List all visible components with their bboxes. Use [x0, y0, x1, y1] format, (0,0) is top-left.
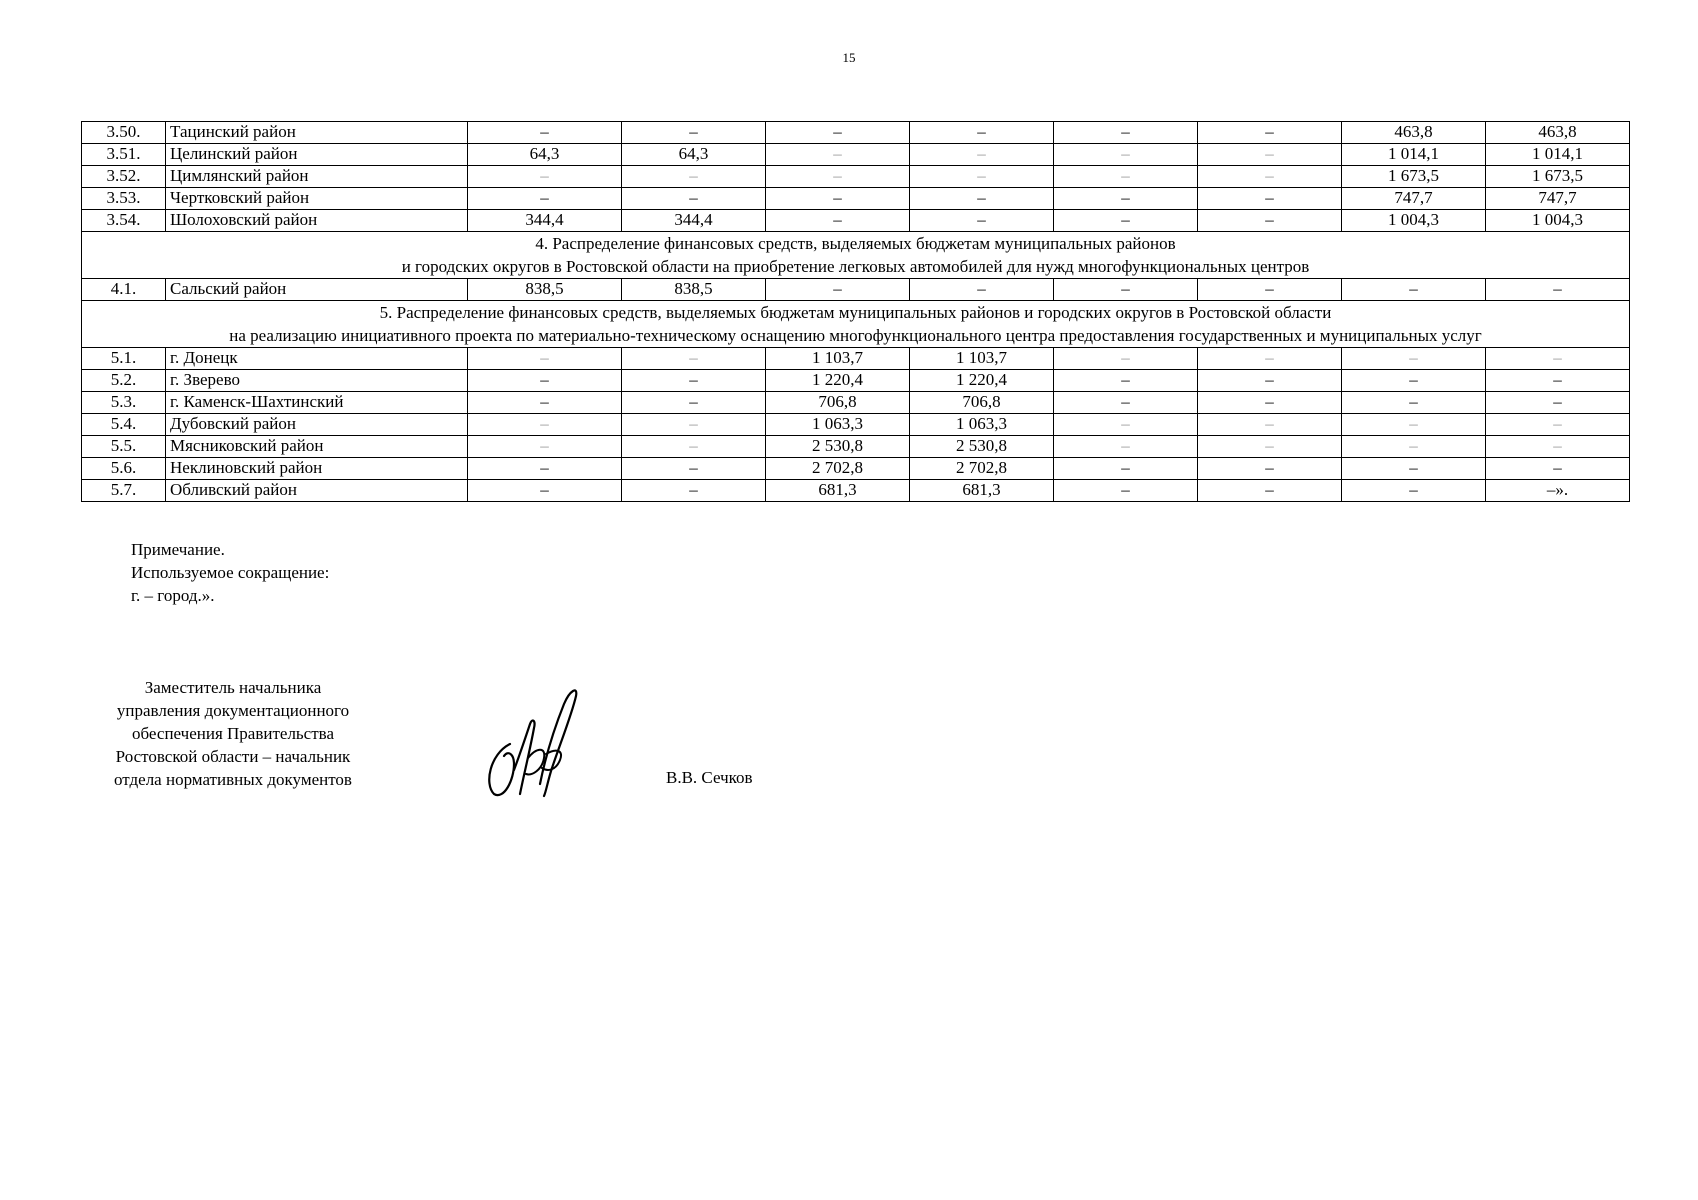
- amount-cell: –: [1342, 392, 1486, 414]
- amount-cell: 838,5: [468, 279, 622, 301]
- table-part-5: [82, 348, 1630, 502]
- row-number: 5.2.: [82, 370, 166, 392]
- row-number: 3.51.: [82, 144, 166, 166]
- amount-cell: –: [1054, 414, 1198, 436]
- amount-cell: –: [1054, 370, 1198, 392]
- amount-cell: –: [1198, 144, 1342, 166]
- table-row: [82, 348, 1630, 370]
- handwritten-signature: [480, 684, 590, 800]
- amount-cell: –: [1198, 414, 1342, 436]
- amount-cell: –: [622, 188, 766, 210]
- section-4-title-line-2: и городских округов в Ростовской области на приобретение легковых автомобилей для нужд многофункциональных центров: [401, 257, 1310, 276]
- municipality-name: Целинский район: [166, 144, 468, 166]
- amount-cell: –: [468, 392, 622, 414]
- row-number: 5.1.: [82, 348, 166, 370]
- signatory-position-line: управления документационного: [116, 701, 350, 720]
- amount-cell: –: [622, 458, 766, 480]
- amount-cell: –: [622, 414, 766, 436]
- amount-cell: –: [468, 188, 622, 210]
- amount-cell: –: [766, 144, 910, 166]
- table-row: [82, 188, 1630, 210]
- amount-cell: –».: [1486, 480, 1630, 502]
- amount-cell: –: [1342, 480, 1486, 502]
- amount-cell: –: [1054, 392, 1198, 414]
- amount-cell: 64,3: [622, 144, 766, 166]
- amount-cell: 747,7: [1342, 188, 1486, 210]
- municipality-name: Чертковский район: [166, 188, 468, 210]
- section-4-title-line-1: 4. Распределение финансовых средств, выделяемых бюджетам муниципальных районов: [535, 234, 1176, 253]
- financial-distribution-table: [81, 121, 1630, 502]
- amount-cell: –: [1198, 458, 1342, 480]
- amount-cell: –: [910, 210, 1054, 232]
- amount-cell: 1 004,3: [1486, 210, 1630, 232]
- amount-cell: –: [1054, 144, 1198, 166]
- amount-cell: 681,3: [910, 480, 1054, 502]
- table-section-5-header: [82, 301, 1630, 348]
- signatory-position-line: обеспечения Правительства: [132, 724, 334, 743]
- amount-cell: –: [468, 348, 622, 370]
- amount-cell: –: [1486, 414, 1630, 436]
- municipality-name: Дубовский район: [166, 414, 468, 436]
- municipality-name: Неклиновский район: [166, 458, 468, 480]
- municipality-name: Шолоховский район: [166, 210, 468, 232]
- table-row: [82, 370, 1630, 392]
- amount-cell: –: [1054, 348, 1198, 370]
- section-5-title-line-2: на реализацию инициативного проекта по материально-техническому оснащению многофункционального центра предоставления государственных и муниципальных услуг: [229, 326, 1482, 345]
- table-row: [82, 436, 1630, 458]
- signatory-position-line: Ростовской области – начальник: [115, 747, 351, 766]
- amount-cell: 747,7: [1486, 188, 1630, 210]
- amount-cell: –: [622, 392, 766, 414]
- amount-cell: –: [1486, 370, 1630, 392]
- amount-cell: 1 220,4: [766, 370, 910, 392]
- amount-cell: –: [1198, 122, 1342, 144]
- amount-cell: –: [1198, 166, 1342, 188]
- municipality-name: Обливский район: [166, 480, 468, 502]
- page-number: 15: [842, 50, 856, 65]
- section-5-title-line-1: 5. Распределение финансовых средств, выделяемых бюджетам муниципальных районов и городских округов в Ростовской области: [379, 303, 1332, 322]
- amount-cell: –: [1198, 370, 1342, 392]
- row-number: 5.5.: [82, 436, 166, 458]
- amount-cell: –: [622, 370, 766, 392]
- amount-cell: 344,4: [468, 210, 622, 232]
- amount-cell: 2 530,8: [766, 436, 910, 458]
- amount-cell: 2 530,8: [910, 436, 1054, 458]
- row-number: 3.50.: [82, 122, 166, 144]
- amount-cell: –: [766, 210, 910, 232]
- table-part-4: [82, 279, 1630, 301]
- amount-cell: 1 004,3: [1342, 210, 1486, 232]
- amount-cell: 838,5: [622, 279, 766, 301]
- amount-cell: –: [1198, 279, 1342, 301]
- amount-cell: 2 702,8: [766, 458, 910, 480]
- section-heading-row: [82, 232, 1630, 279]
- row-number: 5.4.: [82, 414, 166, 436]
- amount-cell: 1 063,3: [910, 414, 1054, 436]
- municipality-name: г. Зверево: [166, 370, 468, 392]
- signatory-name: В.В. Сечков: [666, 768, 753, 787]
- municipality-name: Сальский район: [166, 279, 468, 301]
- amount-cell: –: [468, 370, 622, 392]
- row-number: 3.54.: [82, 210, 166, 232]
- amount-cell: 463,8: [1486, 122, 1630, 144]
- amount-cell: –: [1198, 348, 1342, 370]
- amount-cell: –: [1486, 279, 1630, 301]
- amount-cell: –: [766, 122, 910, 144]
- table-row: [82, 480, 1630, 502]
- row-number: 3.52.: [82, 166, 166, 188]
- amount-cell: –: [1198, 392, 1342, 414]
- amount-cell: 706,8: [766, 392, 910, 414]
- amount-cell: –: [468, 414, 622, 436]
- amount-cell: –: [622, 348, 766, 370]
- amount-cell: 1 673,5: [1486, 166, 1630, 188]
- note-block: [131, 538, 329, 607]
- amount-cell: 2 702,8: [910, 458, 1054, 480]
- amount-cell: –: [1342, 414, 1486, 436]
- amount-cell: –: [1054, 458, 1198, 480]
- amount-cell: 1 103,7: [766, 348, 910, 370]
- amount-cell: –: [1054, 480, 1198, 502]
- signatory-position-line: отдела нормативных документов: [114, 770, 352, 789]
- amount-cell: 344,4: [622, 210, 766, 232]
- amount-cell: 706,8: [910, 392, 1054, 414]
- row-number: 5.7.: [82, 480, 166, 502]
- amount-cell: –: [1054, 188, 1198, 210]
- row-number: 5.3.: [82, 392, 166, 414]
- amount-cell: –: [910, 122, 1054, 144]
- amount-cell: 1 673,5: [1342, 166, 1486, 188]
- amount-cell: –: [1198, 188, 1342, 210]
- amount-cell: –: [468, 166, 622, 188]
- amount-cell: –: [1054, 279, 1198, 301]
- section-5-title: [82, 301, 1630, 348]
- amount-cell: –: [1054, 210, 1198, 232]
- municipality-name: г. Каменск-Шахтинский: [166, 392, 468, 414]
- amount-cell: 1 063,3: [766, 414, 910, 436]
- amount-cell: 1 014,1: [1486, 144, 1630, 166]
- note-abbreviation-label: Используемое сокращение:: [131, 563, 330, 582]
- amount-cell: –: [468, 480, 622, 502]
- amount-cell: –: [766, 279, 910, 301]
- amount-cell: –: [622, 480, 766, 502]
- municipality-name: Цимлянский район: [166, 166, 468, 188]
- amount-cell: –: [1486, 348, 1630, 370]
- amount-cell: 1 014,1: [1342, 144, 1486, 166]
- amount-cell: –: [910, 279, 1054, 301]
- table-row: [82, 122, 1630, 144]
- table-row: [82, 279, 1630, 301]
- table-row: [82, 414, 1630, 436]
- amount-cell: –: [1054, 166, 1198, 188]
- amount-cell: –: [1342, 370, 1486, 392]
- row-number: 3.53.: [82, 188, 166, 210]
- table-row: [82, 392, 1630, 414]
- amount-cell: –: [1054, 122, 1198, 144]
- table-section-4-header: [82, 232, 1630, 279]
- amount-cell: –: [1342, 458, 1486, 480]
- amount-cell: –: [468, 436, 622, 458]
- section-4-title: [82, 232, 1630, 279]
- note-abbreviation-value: г. – город.».: [131, 586, 215, 605]
- signatory-position-line: Заместитель начальника: [144, 678, 322, 697]
- amount-cell: –: [468, 458, 622, 480]
- amount-cell: –: [622, 166, 766, 188]
- amount-cell: –: [1198, 210, 1342, 232]
- amount-cell: –: [1342, 436, 1486, 458]
- amount-cell: –: [1486, 436, 1630, 458]
- amount-cell: –: [622, 122, 766, 144]
- municipality-name: Тацинский район: [166, 122, 468, 144]
- table-row: [82, 458, 1630, 480]
- amount-cell: –: [1486, 458, 1630, 480]
- municipality-name: Мясниковский район: [166, 436, 468, 458]
- note-title: Примечание.: [131, 540, 225, 559]
- table-row: [82, 210, 1630, 232]
- amount-cell: –: [1198, 436, 1342, 458]
- amount-cell: –: [622, 436, 766, 458]
- amount-cell: –: [910, 144, 1054, 166]
- section-heading-row: [82, 301, 1630, 348]
- amount-cell: –: [1198, 480, 1342, 502]
- amount-cell: –: [468, 122, 622, 144]
- amount-cell: –: [1342, 348, 1486, 370]
- table-part-3: [82, 122, 1630, 232]
- municipality-name: г. Донецк: [166, 348, 468, 370]
- amount-cell: 1 103,7: [910, 348, 1054, 370]
- amount-cell: –: [1054, 436, 1198, 458]
- row-number: 5.6.: [82, 458, 166, 480]
- row-number: 4.1.: [82, 279, 166, 301]
- amount-cell: 1 220,4: [910, 370, 1054, 392]
- amount-cell: –: [766, 188, 910, 210]
- amount-cell: –: [766, 166, 910, 188]
- amount-cell: 681,3: [766, 480, 910, 502]
- table-row: [82, 144, 1630, 166]
- signatory-position: [75, 676, 391, 791]
- amount-cell: –: [1342, 279, 1486, 301]
- amount-cell: –: [910, 166, 1054, 188]
- amount-cell: 463,8: [1342, 122, 1486, 144]
- amount-cell: –: [910, 188, 1054, 210]
- amount-cell: 64,3: [468, 144, 622, 166]
- amount-cell: –: [1486, 392, 1630, 414]
- table-row: [82, 166, 1630, 188]
